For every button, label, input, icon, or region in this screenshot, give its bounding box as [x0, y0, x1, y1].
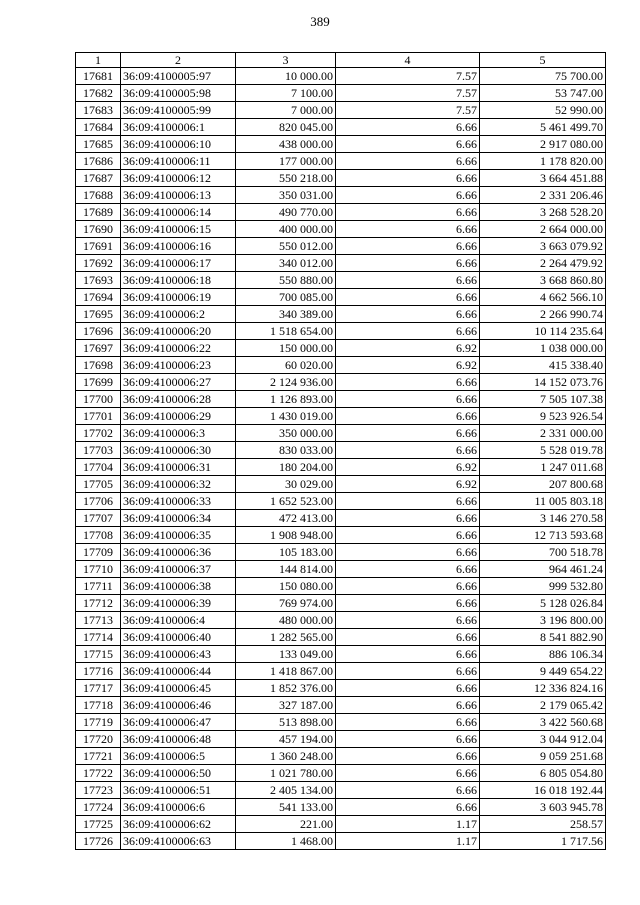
table-row	[76, 612, 606, 629]
row-number-cell: 17711	[76, 578, 121, 595]
table-row	[76, 799, 606, 816]
cadastral-number-cell: 36:09:4100006:43	[121, 646, 236, 663]
rate-cell: 6.66	[336, 442, 480, 459]
cadastral-number-cell: 36:09:4100006:46	[121, 697, 236, 714]
value-cell: 2 664 000.00	[480, 221, 606, 238]
rate-cell: 6.66	[336, 748, 480, 765]
rate-cell: 6.66	[336, 408, 480, 425]
table-row	[76, 561, 606, 578]
value-cell: 3 268 528.20	[480, 204, 606, 221]
area-cell: 177 000.00	[236, 153, 336, 170]
area-cell: 221.00	[236, 816, 336, 833]
cadastral-number-cell: 36:09:4100006:32	[121, 476, 236, 493]
table-row	[76, 833, 606, 850]
cadastral-number-cell: 36:09:4100006:39	[121, 595, 236, 612]
value-cell: 999 532.80	[480, 578, 606, 595]
cadastral-number-cell: 36:09:4100006:3	[121, 425, 236, 442]
rate-cell: 6.66	[336, 493, 480, 510]
cadastral-number-cell: 36:09:4100006:31	[121, 459, 236, 476]
value-cell: 9 449 654.22	[480, 663, 606, 680]
table-row	[76, 102, 606, 119]
value-cell: 53 747.00	[480, 85, 606, 102]
cadastral-number-cell: 36:09:4100006:44	[121, 663, 236, 680]
area-cell: 472 413.00	[236, 510, 336, 527]
row-number-cell: 17689	[76, 204, 121, 221]
area-cell: 1 126 893.00	[236, 391, 336, 408]
rate-cell: 6.66	[336, 323, 480, 340]
cadastral-number-cell: 36:09:4100006:19	[121, 289, 236, 306]
rate-cell: 6.66	[336, 646, 480, 663]
table-row	[76, 714, 606, 731]
table-row	[76, 646, 606, 663]
rate-cell: 6.66	[336, 527, 480, 544]
row-number-cell: 17690	[76, 221, 121, 238]
value-cell: 2 917 080.00	[480, 136, 606, 153]
value-cell: 5 461 499.70	[480, 119, 606, 136]
cadastral-number-cell: 36:09:4100006:16	[121, 238, 236, 255]
table-row	[76, 391, 606, 408]
cadastral-number-cell: 36:09:4100006:13	[121, 187, 236, 204]
cadastral-number-cell: 36:09:4100006:30	[121, 442, 236, 459]
rate-cell: 6.92	[336, 476, 480, 493]
rate-cell: 6.66	[336, 680, 480, 697]
table-row	[76, 238, 606, 255]
cadastral-number-cell: 36:09:4100006:48	[121, 731, 236, 748]
area-cell: 1 908 948.00	[236, 527, 336, 544]
cadastral-number-cell: 36:09:4100006:35	[121, 527, 236, 544]
rate-cell: 6.66	[336, 255, 480, 272]
value-cell: 964 461.24	[480, 561, 606, 578]
value-cell: 9 059 251.68	[480, 748, 606, 765]
rate-cell: 6.66	[336, 170, 480, 187]
row-number-cell: 17699	[76, 374, 121, 391]
area-cell: 550 218.00	[236, 170, 336, 187]
cadastral-number-cell: 36:09:4100006:23	[121, 357, 236, 374]
area-cell: 340 389.00	[236, 306, 336, 323]
area-cell: 150 000.00	[236, 340, 336, 357]
rate-cell: 6.66	[336, 731, 480, 748]
row-number-cell: 17713	[76, 612, 121, 629]
table-row	[76, 782, 606, 799]
rate-cell: 7.57	[336, 102, 480, 119]
row-number-cell: 17718	[76, 697, 121, 714]
row-number-cell: 17696	[76, 323, 121, 340]
table-row	[76, 663, 606, 680]
row-number-cell: 17719	[76, 714, 121, 731]
value-cell: 1 038 000.00	[480, 340, 606, 357]
value-cell: 700 518.78	[480, 544, 606, 561]
area-cell: 60 020.00	[236, 357, 336, 374]
area-cell: 350 000.00	[236, 425, 336, 442]
row-number-cell: 17695	[76, 306, 121, 323]
table-row	[76, 85, 606, 102]
value-cell: 5 528 019.78	[480, 442, 606, 459]
header-row	[76, 53, 606, 68]
rate-cell: 6.66	[336, 663, 480, 680]
rate-cell: 7.57	[336, 85, 480, 102]
cadastral-number-cell: 36:09:4100006:4	[121, 612, 236, 629]
table-row	[76, 153, 606, 170]
cadastral-number-cell: 36:09:4100006:20	[121, 323, 236, 340]
value-cell: 2 331 000.00	[480, 425, 606, 442]
area-cell: 2 124 936.00	[236, 374, 336, 391]
rate-cell: 6.66	[336, 714, 480, 731]
value-cell: 4 662 566.10	[480, 289, 606, 306]
area-cell: 490 770.00	[236, 204, 336, 221]
value-cell: 258.57	[480, 816, 606, 833]
rate-cell: 6.66	[336, 425, 480, 442]
value-cell: 5 128 026.84	[480, 595, 606, 612]
row-number-cell: 17685	[76, 136, 121, 153]
table-row	[76, 527, 606, 544]
table-row	[76, 170, 606, 187]
area-cell: 550 012.00	[236, 238, 336, 255]
value-cell: 1 247 011.68	[480, 459, 606, 476]
value-cell: 3 146 270.58	[480, 510, 606, 527]
row-number-cell: 17701	[76, 408, 121, 425]
row-number-cell: 17707	[76, 510, 121, 527]
table-row	[76, 68, 606, 85]
cadastral-number-cell: 36:09:4100006:37	[121, 561, 236, 578]
cadastral-number-cell: 36:09:4100006:62	[121, 816, 236, 833]
column-header-5: 5	[480, 53, 606, 68]
value-cell: 16 018 192.44	[480, 782, 606, 799]
area-cell: 400 000.00	[236, 221, 336, 238]
value-cell: 75 700.00	[480, 68, 606, 85]
table-row	[76, 748, 606, 765]
value-cell: 9 523 926.54	[480, 408, 606, 425]
table-row	[76, 816, 606, 833]
table-row	[76, 510, 606, 527]
area-cell: 340 012.00	[236, 255, 336, 272]
table-row	[76, 357, 606, 374]
column-header-3: 3	[236, 53, 336, 68]
cadastral-number-cell: 36:09:4100006:34	[121, 510, 236, 527]
row-number-cell: 17716	[76, 663, 121, 680]
row-number-cell: 17694	[76, 289, 121, 306]
area-cell: 1 021 780.00	[236, 765, 336, 782]
rate-cell: 6.66	[336, 561, 480, 578]
rate-cell: 7.57	[336, 68, 480, 85]
table-row	[76, 136, 606, 153]
rate-cell: 6.66	[336, 136, 480, 153]
area-cell: 1 282 565.00	[236, 629, 336, 646]
area-cell: 105 183.00	[236, 544, 336, 561]
table-row	[76, 323, 606, 340]
area-cell: 133 049.00	[236, 646, 336, 663]
area-cell: 180 204.00	[236, 459, 336, 476]
row-number-cell: 17684	[76, 119, 121, 136]
row-number-cell: 17708	[76, 527, 121, 544]
row-number-cell: 17715	[76, 646, 121, 663]
table-header	[76, 53, 606, 68]
cadastral-number-cell: 36:09:4100006:50	[121, 765, 236, 782]
rate-cell: 6.92	[336, 357, 480, 374]
value-cell: 3 663 079.92	[480, 238, 606, 255]
rate-cell: 6.66	[336, 595, 480, 612]
cadastral-number-cell: 36:09:4100006:12	[121, 170, 236, 187]
table-row	[76, 697, 606, 714]
value-cell: 3 668 860.80	[480, 272, 606, 289]
cadastral-number-cell: 36:09:4100006:22	[121, 340, 236, 357]
row-number-cell: 17681	[76, 68, 121, 85]
row-number-cell: 17691	[76, 238, 121, 255]
cadastral-number-cell: 36:09:4100006:17	[121, 255, 236, 272]
cadastral-number-cell: 36:09:4100005:99	[121, 102, 236, 119]
row-number-cell: 17721	[76, 748, 121, 765]
cadastral-number-cell: 36:09:4100006:63	[121, 833, 236, 850]
area-cell: 144 814.00	[236, 561, 336, 578]
row-number-cell: 17709	[76, 544, 121, 561]
row-number-cell: 17720	[76, 731, 121, 748]
rate-cell: 6.66	[336, 374, 480, 391]
table-row	[76, 306, 606, 323]
rate-cell: 6.66	[336, 289, 480, 306]
area-cell: 2 405 134.00	[236, 782, 336, 799]
row-number-cell: 17726	[76, 833, 121, 850]
rate-cell: 6.66	[336, 510, 480, 527]
rate-cell: 6.66	[336, 204, 480, 221]
area-cell: 457 194.00	[236, 731, 336, 748]
cadastral-number-cell: 36:09:4100006:40	[121, 629, 236, 646]
rate-cell: 6.66	[336, 119, 480, 136]
value-cell: 3 422 560.68	[480, 714, 606, 731]
value-cell: 3 603 945.78	[480, 799, 606, 816]
cadastral-value-table	[75, 52, 606, 850]
table-row	[76, 204, 606, 221]
value-cell: 3 664 451.88	[480, 170, 606, 187]
area-cell: 541 133.00	[236, 799, 336, 816]
rate-cell: 6.66	[336, 799, 480, 816]
rate-cell: 6.66	[336, 306, 480, 323]
value-cell: 2 264 479.92	[480, 255, 606, 272]
table-row	[76, 680, 606, 697]
area-cell: 10 000.00	[236, 68, 336, 85]
row-number-cell: 17693	[76, 272, 121, 289]
area-cell: 350 031.00	[236, 187, 336, 204]
table-row	[76, 119, 606, 136]
row-number-cell: 17687	[76, 170, 121, 187]
row-number-cell: 17705	[76, 476, 121, 493]
row-number-cell: 17688	[76, 187, 121, 204]
table-row	[76, 442, 606, 459]
table-row	[76, 544, 606, 561]
rate-cell: 1.17	[336, 833, 480, 850]
cadastral-number-cell: 36:09:4100006:28	[121, 391, 236, 408]
table-row	[76, 765, 606, 782]
area-cell: 438 000.00	[236, 136, 336, 153]
rate-cell: 6.66	[336, 187, 480, 204]
value-cell: 1 178 820.00	[480, 153, 606, 170]
table-row	[76, 595, 606, 612]
area-cell: 1 852 376.00	[236, 680, 336, 697]
cadastral-number-cell: 36:09:4100006:5	[121, 748, 236, 765]
cadastral-number-cell: 36:09:4100006:10	[121, 136, 236, 153]
value-cell: 3 044 912.04	[480, 731, 606, 748]
value-cell: 2 179 065.42	[480, 697, 606, 714]
cadastral-number-cell: 36:09:4100006:33	[121, 493, 236, 510]
area-cell: 7 000.00	[236, 102, 336, 119]
table-row	[76, 221, 606, 238]
rate-cell: 6.66	[336, 765, 480, 782]
row-number-cell: 17710	[76, 561, 121, 578]
cadastral-number-cell: 36:09:4100006:36	[121, 544, 236, 561]
row-number-cell: 17700	[76, 391, 121, 408]
rate-cell: 6.66	[336, 612, 480, 629]
table-row	[76, 731, 606, 748]
cadastral-number-cell: 36:09:4100006:51	[121, 782, 236, 799]
rate-cell: 6.92	[336, 459, 480, 476]
row-number-cell: 17692	[76, 255, 121, 272]
table-row	[76, 578, 606, 595]
area-cell: 1 430 019.00	[236, 408, 336, 425]
cadastral-number-cell: 36:09:4100006:6	[121, 799, 236, 816]
value-cell: 11 005 803.18	[480, 493, 606, 510]
row-number-cell: 17706	[76, 493, 121, 510]
rate-cell: 6.66	[336, 238, 480, 255]
row-number-cell: 17702	[76, 425, 121, 442]
cadastral-number-cell: 36:09:4100006:29	[121, 408, 236, 425]
cadastral-number-cell: 36:09:4100006:1	[121, 119, 236, 136]
area-cell: 1 652 523.00	[236, 493, 336, 510]
table-row	[76, 289, 606, 306]
cadastral-number-cell: 36:09:4100006:38	[121, 578, 236, 595]
area-cell: 1 418 867.00	[236, 663, 336, 680]
area-cell: 1 518 654.00	[236, 323, 336, 340]
cadastral-number-cell: 36:09:4100006:2	[121, 306, 236, 323]
table-row	[76, 459, 606, 476]
rate-cell: 6.66	[336, 629, 480, 646]
table-row	[76, 425, 606, 442]
value-cell: 207 800.68	[480, 476, 606, 493]
value-cell: 886 106.34	[480, 646, 606, 663]
row-number-cell: 17682	[76, 85, 121, 102]
value-cell: 14 152 073.76	[480, 374, 606, 391]
area-cell: 1 360 248.00	[236, 748, 336, 765]
cadastral-number-cell: 36:09:4100005:97	[121, 68, 236, 85]
rate-cell: 6.66	[336, 578, 480, 595]
cadastral-number-cell: 36:09:4100005:98	[121, 85, 236, 102]
area-cell: 820 045.00	[236, 119, 336, 136]
rate-cell: 6.92	[336, 340, 480, 357]
cadastral-number-cell: 36:09:4100006:18	[121, 272, 236, 289]
cadastral-number-cell: 36:09:4100006:45	[121, 680, 236, 697]
area-cell: 1 468.00	[236, 833, 336, 850]
cadastral-number-cell: 36:09:4100006:27	[121, 374, 236, 391]
rate-cell: 6.66	[336, 697, 480, 714]
value-cell: 6 805 054.80	[480, 765, 606, 782]
rate-cell: 6.66	[336, 153, 480, 170]
row-number-cell: 17722	[76, 765, 121, 782]
value-cell: 12 336 824.16	[480, 680, 606, 697]
value-cell: 52 990.00	[480, 102, 606, 119]
row-number-cell: 17704	[76, 459, 121, 476]
page-number: 389	[310, 14, 330, 29]
value-cell: 2 331 206.46	[480, 187, 606, 204]
value-cell: 12 713 593.68	[480, 527, 606, 544]
row-number-cell: 17683	[76, 102, 121, 119]
cadastral-number-cell: 36:09:4100006:14	[121, 204, 236, 221]
row-number-cell: 17697	[76, 340, 121, 357]
table-row	[76, 272, 606, 289]
rate-cell: 6.66	[336, 272, 480, 289]
value-cell: 1 717.56	[480, 833, 606, 850]
value-cell: 3 196 800.00	[480, 612, 606, 629]
area-cell: 550 880.00	[236, 272, 336, 289]
rate-cell: 6.66	[336, 221, 480, 238]
rate-cell: 6.66	[336, 544, 480, 561]
cadastral-number-cell: 36:09:4100006:11	[121, 153, 236, 170]
row-number-cell: 17724	[76, 799, 121, 816]
table-row	[76, 340, 606, 357]
row-number-cell: 17717	[76, 680, 121, 697]
row-number-cell: 17686	[76, 153, 121, 170]
row-number-cell: 17703	[76, 442, 121, 459]
value-cell: 8 541 882.90	[480, 629, 606, 646]
row-number-cell: 17725	[76, 816, 121, 833]
cadastral-number-cell: 36:09:4100006:15	[121, 221, 236, 238]
area-cell: 830 033.00	[236, 442, 336, 459]
table-row	[76, 255, 606, 272]
row-number-cell: 17698	[76, 357, 121, 374]
value-cell: 10 114 235.64	[480, 323, 606, 340]
area-cell: 480 000.00	[236, 612, 336, 629]
area-cell: 7 100.00	[236, 85, 336, 102]
table-row	[76, 476, 606, 493]
area-cell: 30 029.00	[236, 476, 336, 493]
column-header-2: 2	[121, 53, 236, 68]
value-cell: 2 266 990.74	[480, 306, 606, 323]
table-row	[76, 374, 606, 391]
table-row	[76, 493, 606, 510]
rate-cell: 6.66	[336, 391, 480, 408]
area-cell: 700 085.00	[236, 289, 336, 306]
table-row	[76, 187, 606, 204]
table-body	[76, 68, 606, 850]
value-cell: 7 505 107.38	[480, 391, 606, 408]
table-row	[76, 629, 606, 646]
cadastral-number-cell: 36:09:4100006:47	[121, 714, 236, 731]
row-number-cell: 17714	[76, 629, 121, 646]
column-header-1: 1	[76, 53, 121, 68]
area-cell: 150 080.00	[236, 578, 336, 595]
rate-cell: 1.17	[336, 816, 480, 833]
row-number-cell: 17712	[76, 595, 121, 612]
row-number-cell: 17723	[76, 782, 121, 799]
table-row	[76, 408, 606, 425]
area-cell: 513 898.00	[236, 714, 336, 731]
area-cell: 327 187.00	[236, 697, 336, 714]
value-cell: 415 338.40	[480, 357, 606, 374]
rate-cell: 6.66	[336, 782, 480, 799]
area-cell: 769 974.00	[236, 595, 336, 612]
column-header-4: 4	[336, 53, 480, 68]
